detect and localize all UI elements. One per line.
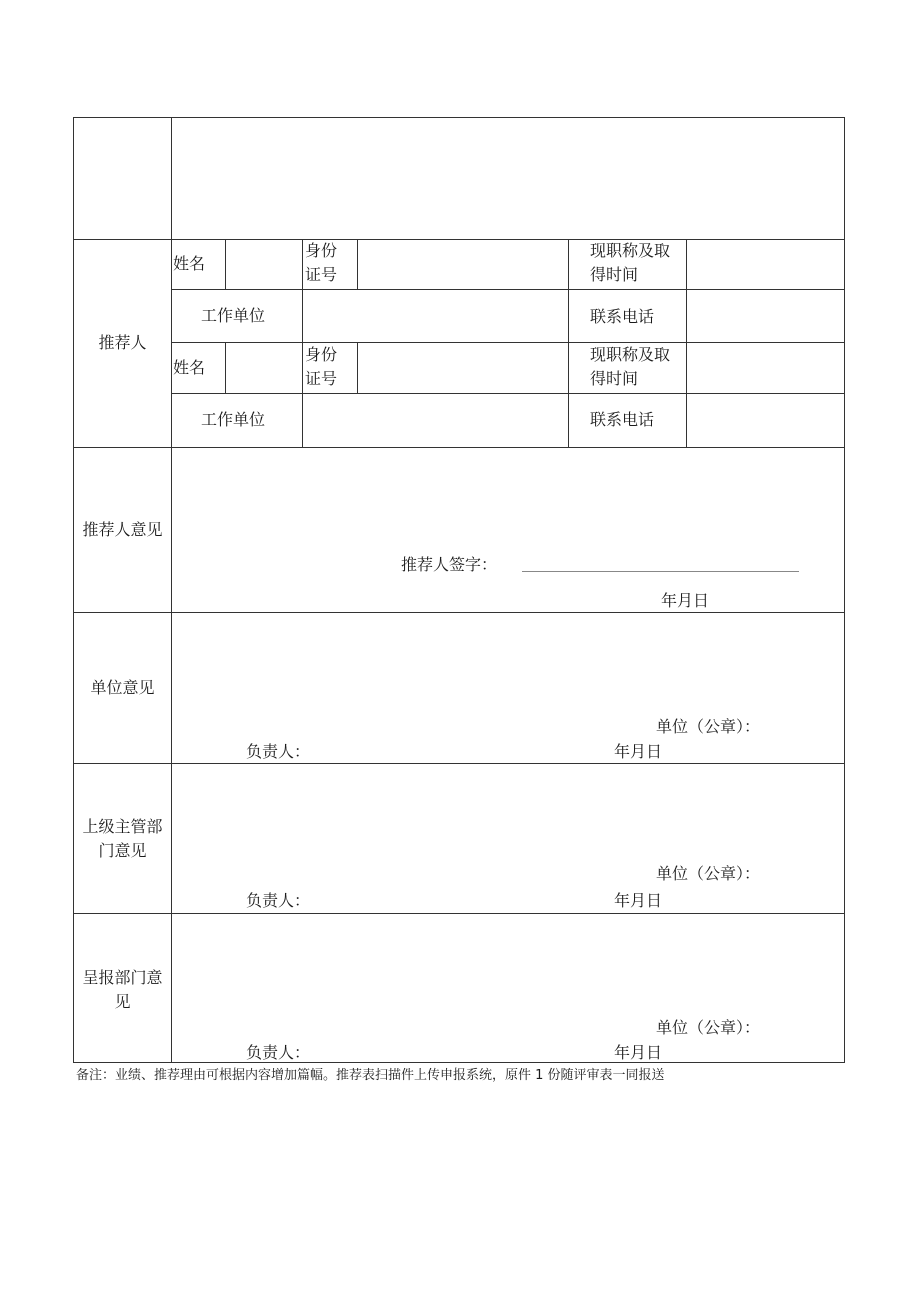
row-divider (171, 393, 844, 394)
unit-label-1: 工作单位 (201, 306, 266, 325)
id-label-1b: 证号 (305, 265, 338, 284)
recommender-opinion-date: 年月日 (661, 591, 710, 610)
signature-line[interactable] (522, 571, 799, 572)
row-divider (74, 612, 844, 613)
column-divider (568, 239, 569, 447)
column-divider (357, 342, 358, 393)
column-divider (302, 239, 303, 447)
column-divider (686, 239, 687, 447)
title-label-2b: 得时间 (590, 369, 639, 388)
column-divider (171, 118, 172, 1062)
column-divider (357, 239, 358, 289)
superior-responsible-label: 负责人： (246, 891, 311, 910)
recommender-section-label: 推荐人 (98, 333, 147, 352)
phone-label-1: 联系电话 (590, 307, 655, 326)
recommendation-form-table (73, 117, 845, 1063)
id-label-1a: 身份 (305, 241, 338, 260)
unit-label-2: 工作单位 (201, 410, 266, 429)
title-label-2a: 现职称及取 (590, 345, 671, 364)
superior-opinion-date: 年月日 (614, 891, 663, 910)
submitting-responsible-label: 负责人： (246, 1043, 311, 1062)
title-label-1b: 得时间 (590, 265, 639, 284)
footnote-remark: 备注：业绩、推荐理由可根据内容增加篇幅。推荐表扫描件上传申报系统，原件 1 份随评审表一同报送 (76, 1068, 665, 1083)
title-label-1a: 现职称及取 (590, 241, 671, 260)
unit-responsible-label: 负责人： (246, 742, 311, 761)
submitting-opinion-label-2: 见 (114, 992, 131, 1011)
row-divider (171, 342, 844, 343)
row-divider (74, 239, 844, 240)
row-divider (171, 289, 844, 290)
name-label-1: 姓名 (173, 254, 206, 273)
id-label-2a: 身份 (305, 345, 338, 364)
unit-opinion-date: 年月日 (614, 742, 663, 761)
superior-seal-label: 单位（公章）： (656, 864, 761, 883)
column-divider (225, 239, 226, 289)
recommender-signature-label: 推荐人签字： (401, 555, 498, 574)
recommender-opinion-label: 推荐人意见 (82, 520, 163, 539)
unit-opinion-label: 单位意见 (90, 678, 155, 697)
row-divider (74, 913, 844, 914)
unit-seal-label: 单位（公章）： (656, 717, 761, 736)
submitting-seal-label: 单位（公章）： (656, 1018, 761, 1037)
row-divider (74, 763, 844, 764)
row-divider (74, 447, 844, 448)
column-divider (225, 342, 226, 393)
superior-opinion-label-2: 门意见 (98, 841, 147, 860)
id-label-2b: 证号 (305, 369, 338, 388)
name-label-2: 姓名 (173, 358, 206, 377)
phone-label-2: 联系电话 (590, 410, 655, 429)
superior-opinion-label-1: 上级主管部 (82, 817, 163, 836)
submitting-opinion-date: 年月日 (614, 1043, 663, 1062)
submitting-opinion-label-1: 呈报部门意 (82, 968, 163, 987)
